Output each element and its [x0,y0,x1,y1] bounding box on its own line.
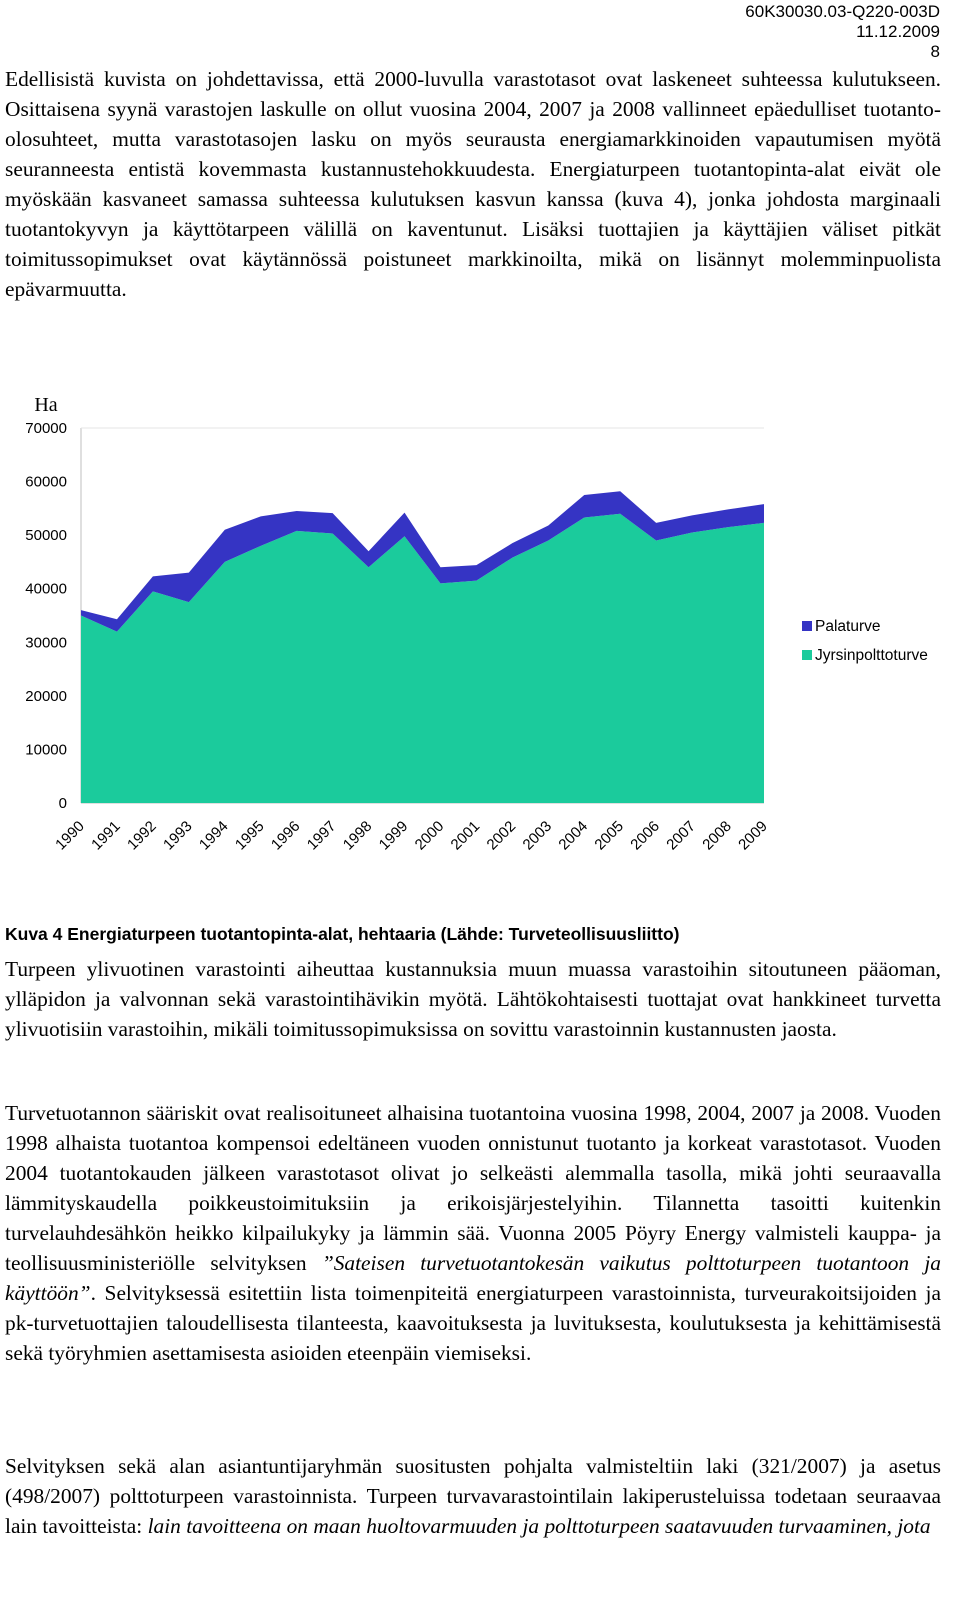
production-area-chart [0,395,960,875]
y-tick-label: 40000 [25,580,67,598]
figure-caption: Kuva 4 Energiaturpeen tuotantopinta-alat, hehtaaria (Lähde: Turveteollisuusliitto) [5,924,680,944]
paragraph-weather-risks-text: Turvetuotannon sääriskit ovat realisoituneet alhaisina tuotantoina vuosina 1998, 2004, 2007 ja 2008. Vuoden 1998 alhaista tuotantoa kompensoi edeltäneen vuoden onnistunut tuotanto ja korkeat varastotasot. Vuoden 2004 tuotantokauden jälkeen varastotasot olivat jo selkeästi alemmalla tasolla, mikä johti seuraavalla lämmityskaudella poikkeustoimituksiin ja erikoisjärjestelyihin. Tilannetta tasoitti kuitenkin turvelauhdesähkön heikko kilpailukyky ja lämmin sää. Vuonna 2005 Pöyry Energy valmisteli kauppa- ja teollisuusministeriölle selvityksen [5,1101,941,1275]
x-tick-label: 2004 [555,817,592,854]
document-date: 11.12.2009 [856,22,940,41]
page-number: 8 [930,42,940,61]
paragraph-intro: Edellisistä kuvista on johdettavissa, että 2000-luvulla varastotasot ovat laskeneet suhteessa kulutukseen. Osittaisena syynä varastojen laskulle on ollut vuosina 2004, 2007 ja 2008 vallinneet epäedulliset tuotanto-olosuhteet, mutta varastotasojen lasku on myös seurausta energiamarkkinoiden vapautumisen myötä seuranneesta entistä kovemmasta kustannustehokkuudesta. Energiaturpeen tuotantopinta-alat eivät ole myöskään kasvaneet samassa suhteessa kulutuksen kasvun kanssa (kuva 4), jonka johdosta marginaali tuotantokyvyn ja käyttötarpeen välillä on kaventunut. Lisäksi tuottajien ja käyttäjien väliset pitkät toimitussopimukset ovat käytännössä poistuneet markkinoilta, mikä on lisännyt molemminpuolista epävarmuutta. [5,67,941,301]
report-title: ”Sateisen turvetuotantokesän vaikutus polttoturpeen tuotantoon ja käyttöön” [5,1251,941,1305]
x-tick-label: 1994 [195,817,232,854]
x-tick-label: 1996 [267,817,304,854]
x-tick-label: 2002 [483,817,520,854]
y-tick-label: 10000 [25,741,67,759]
x-tick-label: 1997 [303,817,340,854]
x-tick-label: 1995 [231,817,268,854]
x-tick-label: 2005 [591,817,628,854]
x-tick-label: 1998 [339,817,376,854]
x-tick-label: 2000 [411,817,448,854]
legend-swatch [802,650,812,660]
paragraph-storage-costs: Turpeen ylivuotinen varastointi aiheuttaa kustannuksia muun muassa varastoihin sitoutuneen pääoman, ylläpidon ja valvonnan sekä varastointihävikin myötä. Lähtökohtaisesti tuottajat ovat hankkineet turvetta ylivuotisiin varastoihin, mikäli toimitussopimuksissa on sovittu varastoinnin kustannusten jaosta. [5,957,941,1041]
document-id: 60K30030.03-Q220-003D [745,2,940,21]
legend-label: Jyrsinpolttoturve [815,647,928,664]
x-tick-label: 2001 [447,817,484,854]
y-tick-label: 20000 [25,687,67,705]
y-tick-label: 60000 [25,473,67,491]
paragraph-legislation-text: Selvityksen sekä alan asiantuntijaryhmän suositusten pohjalta valmisteltiin laki (321/2007) ja asetus (498/2007) polttoturpeen varastoinnista. Turpeen turvavarastointilain lakiperusteluissa todetaan seuraavaa lain tavoitteista: [5,1454,941,1538]
x-tick-label: 2006 [627,817,663,854]
law-objective-quote: lain tavoitteena on maan huoltovarmuuden ja polttoturpeen saatavuuden turvaaminen, jota [147,1514,931,1538]
legend-label: Palaturve [815,618,881,635]
y-tick-label: 50000 [25,527,67,545]
chart-areas [81,491,764,803]
x-tick-label: 1992 [124,817,160,854]
chart-legend [802,618,928,664]
x-tick-label: 1993 [160,817,196,854]
y-tick-label: 70000 [25,420,67,437]
x-tick-label: 1991 [88,817,124,854]
y-tick-label: 0 [58,795,67,812]
x-tick-label: 2003 [519,817,556,854]
y-tick-label: 30000 [25,634,67,652]
page-header [745,2,940,62]
paragraph-weather-risks [5,1098,941,1368]
x-tick-label: 2008 [699,817,735,854]
y-axis-title: Ha [34,395,58,416]
x-tick-label: 2007 [663,817,699,854]
x-tick-label: 1990 [52,817,88,854]
paragraph-legislation [5,1451,941,1541]
x-tick-label: 1999 [375,817,412,854]
x-tick-label: 2009 [735,817,771,854]
paragraph-weather-risks-text-end: . Selvityksessä esitettiin lista toimenpiteitä energiaturpeen varastoinnista, turveurakoitsijoiden ja pk-turvetuottajien taloudellisesta tilanteesta, kaavoituksesta ja luvituksesta, koulutuksesta ja kehittämisestä sekä työryhmien asettamisesta asioiden eteenpäin viemiseksi. [5,1281,941,1365]
legend-swatch [802,621,812,631]
